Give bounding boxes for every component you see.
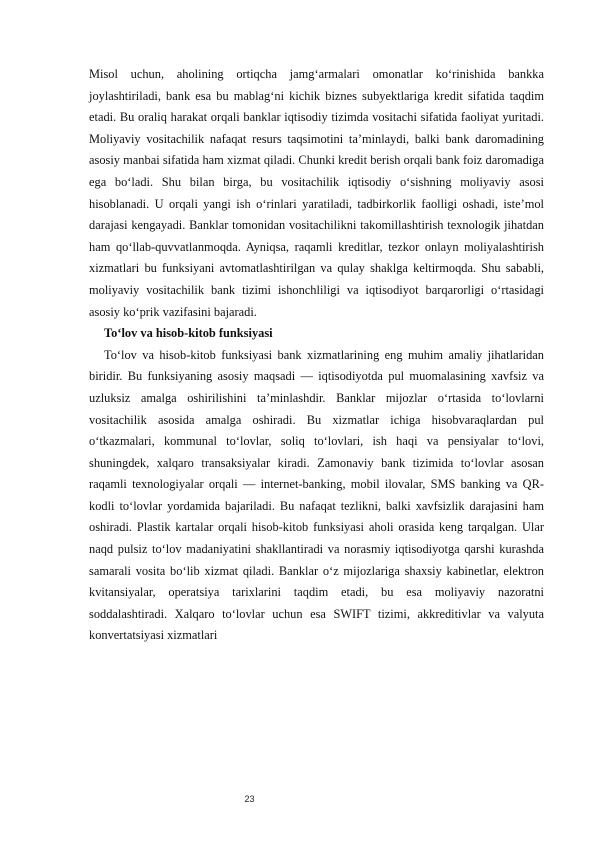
page-number: [0, 794, 595, 804]
page-number-text: 23: [244, 794, 255, 804]
section-heading: To‘lov va hisob-kitob funksiyasi: [104, 326, 273, 341]
body-paragraph-2: To‘lov va hisob-kitob funksiyasi bank xizmatlarining eng muhim amaliy jihatlaridan biridir. Bu funksiyaning asosiy maqsadi — iqtisodiyotda pul muomalasining xavfsiz va uzluksiz amalga oshirilishini ta’minlashdir. Banklar mijozlar o‘rtasida to‘lovlarni vositachilik asosida amalga oshiradi. Bu xizmatlar ichiga hisobvaraqlardan pul o‘tkazmalari, kommunal to‘lovlar, soliq to‘lovlari, ish haqi va pensiyalar to‘lovi, shuningdek, xalqaro transaksiyalar kiradi. Zamonaviy bank tizimida to‘lovlar asosan raqamli texnologiyalar orqali — internet-banking, mobil ilovalar, SMS banking va QR-kodli to‘lovlar yordamida bajariladi. Bu nafaqat tezlikni, balki xavfsizlik darajasini ham oshiradi. Plastik kartalar orqali hisob-kitob funksiyasi aholi orasida keng tarqalgan. Ular naqd pulsiz to‘lov madaniyatini shakllantiradi va norasmiy iqtisodiyotga qarshi kurashda samarali vosita bo‘lib xizmat qiladi. Banklar o‘z mijozlariga shaxsiy kabinetlar, elektron kvitansiyalar, operatsiya tarixlarini taqdim etadi, bu esa moliyaviy nazoratni soddalashtiradi. Xalqaro to‘lovlar uchun esa SWIFT tizimi, akkreditivlar va valyuta konvertatsiyasi xizmatlari: [89, 347, 544, 643]
document-page: [89, 64, 544, 647]
body-paragraph-1: Misol uchun, aholining ortiqcha jamg‘armalari omonatlar ko‘rinishida bankka joylashtiriladi, bank esa bu mablag‘ni kichik biznes subyektlariga kredit sifatida taqdim etadi. Bu oraliq harakat orqali banklar iqtisodiy tizimda vositachi sifatida faoliyat yuritadi. Moliyaviy vositachilik nafaqat resurs taqsimotini ta’minlaydi, balki bank daromadining asosiy manbai sifatida ham xizmat qiladi. Chunki kredit berish orqali bank foiz daromadiga ega bo‘ladi. Shu bilan birga, bu vositachilik iqtisodiy o‘sishning moliyaviy asosi hisoblanadi. U orqali yangi ish o‘rinlari yaratiladi, tadbirkorlik faolligi oshadi, iste’mol darajasi kengayadi. Banklar tomonidan vositachilikni takomillashtirish texnologik jihatdan ham qo‘llab-quvvatlanmoqda. Ayniqsa, raqamli kreditlar, tezkor onlayn moliyalashtirish xizmatlari bu funksiyani avtomatlashtirilgan va qulay shaklga keltirmoqda. Shu sababli, moliyaviy vositachilik bank tizimi ishonchliligi va iqtisodiyot barqarorligi o‘rtasidagi asosiy ko‘prik vazifasini bajaradi.: [89, 67, 544, 319]
